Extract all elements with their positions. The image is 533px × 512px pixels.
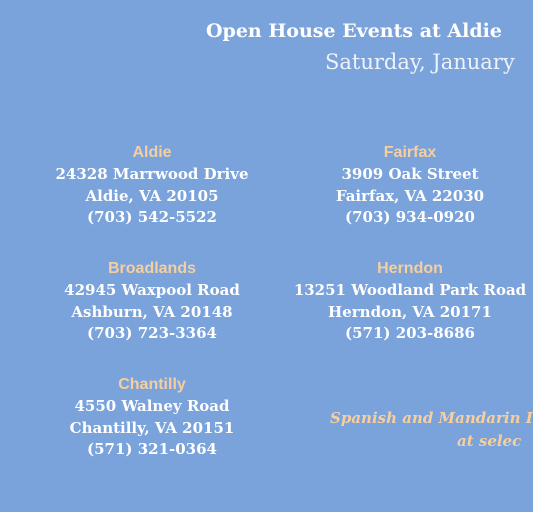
location-city: Fairfax, VA 22030 [335, 186, 485, 205]
location-street: 24328 Marrwood Drive [55, 165, 249, 183]
location-phone: (571) 321-0364 [86, 440, 217, 458]
location-phone: (703) 723-3364 [86, 324, 217, 342]
location-city: Chantilly, VA 20151 [69, 418, 235, 437]
location-city: Ashburn, VA 20148 [71, 302, 233, 321]
location-street: 4550 Walney Road [74, 397, 230, 415]
location-street: 3909 Oak Street [341, 165, 479, 183]
location-aldie [32, 142, 272, 229]
location-fairfax [290, 142, 530, 229]
location-broadlands [32, 258, 272, 345]
location-phone: (703) 934-0920 [344, 208, 475, 226]
location-street: 13251 Woodland Park Road [293, 281, 527, 299]
language-note-line-1: Spanish and Mandarin I [330, 409, 533, 427]
location-herndon [290, 258, 530, 345]
location-name: Broadlands [107, 260, 196, 277]
location-phone: (571) 203-8686 [344, 324, 475, 342]
language-note-line-2: at selec [457, 432, 522, 450]
location-name: Aldie [132, 144, 172, 161]
location-name: Herndon [377, 260, 443, 277]
location-city: Herndon, VA 20171 [328, 302, 492, 321]
location-name: Fairfax [383, 144, 437, 161]
location-phone: (703) 542-5522 [86, 208, 217, 226]
location-city: Aldie, VA 20105 [85, 186, 219, 205]
page-title: Open House Events at Aldie [206, 20, 502, 42]
location-name: Chantilly [118, 376, 186, 393]
location-street: 42945 Waxpool Road [64, 281, 240, 299]
page-subtitle: Saturday, January [325, 50, 515, 74]
location-chantilly [32, 374, 272, 461]
